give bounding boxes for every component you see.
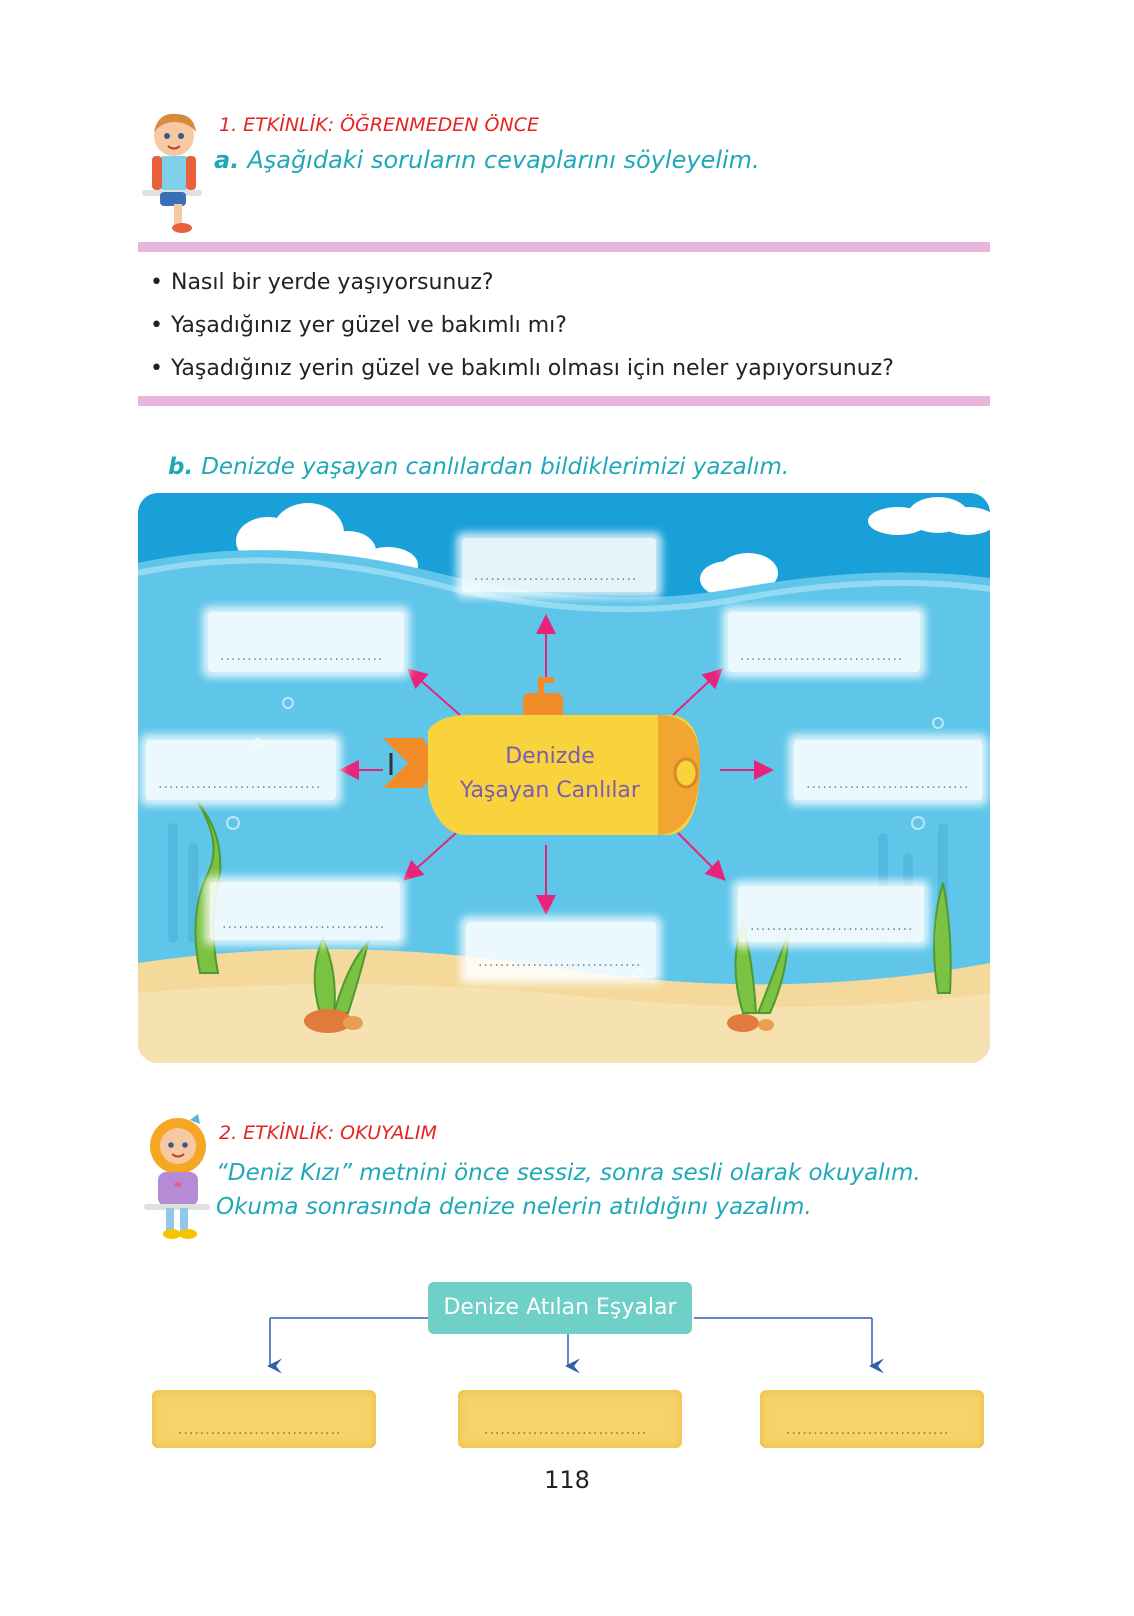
question-item: • Yaşadığınız yer güzel ve bakımlı mı? bbox=[150, 311, 894, 354]
activity-1-label: 1. ETKİNLİK: ÖĞRENMEDEN ÖNCE bbox=[219, 114, 539, 136]
answer-box-bottom[interactable]: .............................. bbox=[466, 922, 656, 978]
activity-1a-text: Aşağıdaki soruların cevaplarını söyleyelim. bbox=[247, 146, 760, 174]
activity-1a-prefix: a. bbox=[214, 146, 240, 174]
thrown-item-answer-box-3[interactable]: .............................. bbox=[760, 1390, 984, 1448]
girl-character-illustration bbox=[140, 1112, 220, 1242]
activity-2-label: 2. ETKİNLİK: OKUYALIM bbox=[219, 1122, 437, 1144]
answer-box-upper-left[interactable]: .............................. bbox=[208, 612, 404, 672]
answer-box-lower-right[interactable]: .............................. bbox=[738, 886, 924, 942]
activity-1b-text: Denizde yaşayan canlılardan bildiklerimizi yazalım. bbox=[201, 454, 790, 480]
activity-1b-instruction bbox=[168, 454, 789, 480]
answer-box-right[interactable]: .............................. bbox=[794, 740, 982, 800]
activity-1b-prefix: b. bbox=[168, 454, 194, 480]
activity-1a-instruction bbox=[214, 146, 760, 174]
answer-box-upper-right[interactable]: .............................. bbox=[728, 612, 920, 672]
submarine-label bbox=[450, 740, 650, 808]
divider-bottom bbox=[138, 396, 990, 406]
page-number: 118 bbox=[544, 1466, 590, 1494]
divider-top bbox=[138, 242, 990, 252]
answer-box-top[interactable]: .............................. bbox=[462, 538, 656, 592]
submarine-label-line2: Yaşayan Canlılar bbox=[460, 778, 640, 803]
question-list bbox=[150, 268, 894, 397]
answer-box-lower-left[interactable]: .............................. bbox=[210, 882, 400, 940]
question-item: • Nasıl bir yerde yaşıyorsunuz? bbox=[150, 268, 894, 311]
thrown-item-answer-box-2[interactable]: .............................. bbox=[458, 1390, 682, 1448]
activity-2-instruction: “Deniz Kızı” metnini önce sessiz, sonra sesli olarak okuyalım. Okuma sonrasında denize nelerin atıldığını yazalım. bbox=[216, 1160, 921, 1220]
answer-box-left[interactable]: .............................. bbox=[146, 740, 336, 800]
question-item: • Yaşadığınız yerin güzel ve bakımlı olması için neler yapıyorsunuz? bbox=[150, 354, 894, 397]
connector-lines bbox=[258, 1316, 888, 1378]
boy-character-illustration bbox=[138, 108, 214, 236]
submarine-label-line1: Denizde bbox=[505, 744, 595, 769]
thrown-items-title: Denize Atılan Eşyalar bbox=[428, 1282, 692, 1334]
thrown-item-answer-box-1[interactable]: .............................. bbox=[152, 1390, 376, 1448]
